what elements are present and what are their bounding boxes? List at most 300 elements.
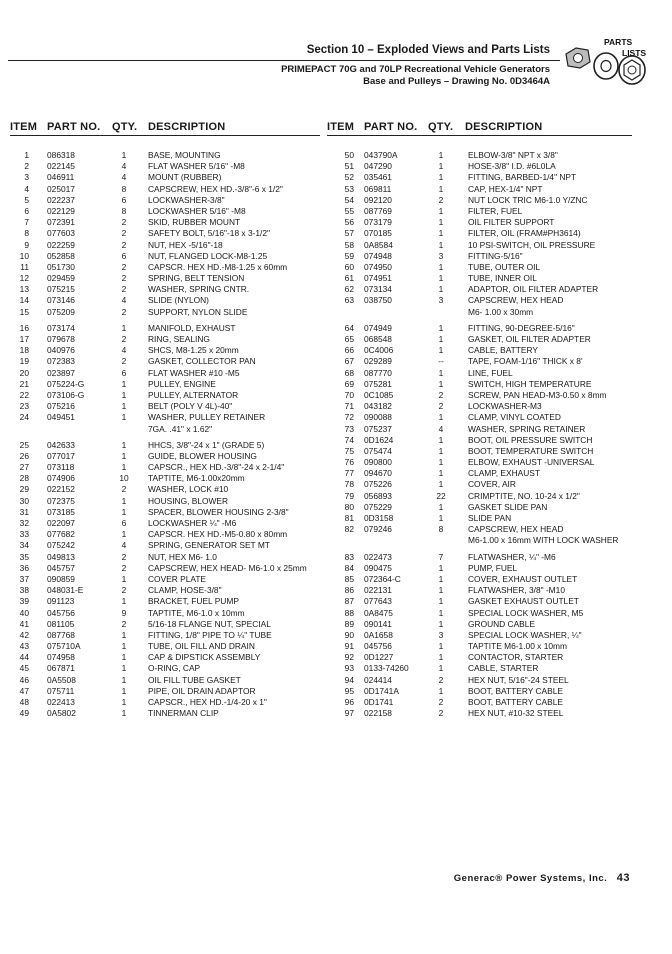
description: HOSE-3/8" I.D. #6L0LA: [468, 161, 556, 172]
part-number: 0D1624: [364, 434, 394, 445]
item-number: 14: [19, 295, 29, 306]
table-row: [0, 502, 672, 513]
description: SWITCH, HIGH TEMPERATURE: [468, 378, 592, 389]
quantity: 1: [121, 708, 127, 719]
description: SCREW, PAN HEAD-M3-0.50 x 8mm: [468, 389, 607, 400]
description: SPECIAL LOCK WASHER, ¼": [468, 629, 582, 640]
description: FILTER, FUEL: [468, 205, 523, 216]
description: CAP, HEX-1/4" NPT: [468, 183, 543, 194]
part-number: 075710A: [47, 641, 81, 652]
description: GASKET EXHAUST OUTLET: [468, 596, 579, 607]
table-row: [0, 368, 672, 379]
part-number: 0D3158: [364, 513, 394, 523]
description: FITTING, 1/8" PIPE TO ¼" TUBE: [148, 629, 272, 640]
left-col-item-heading: ITEM: [10, 121, 38, 133]
part-number: 029459: [47, 273, 75, 284]
left-heading-rule: [10, 135, 320, 136]
item-number: 72: [344, 412, 354, 423]
item-number: 49: [19, 708, 29, 719]
table-row: [0, 608, 672, 619]
table-row: [0, 262, 672, 273]
part-number: 075226: [364, 479, 392, 490]
description: FITTING-5/16": [468, 250, 523, 261]
description: HEX NUT, #10-32 STEEL: [468, 708, 564, 719]
part-number: 0D1227: [364, 652, 394, 663]
model-line: PRIMEPACT 70G and 70LP Recreational Vehicle Generators: [281, 64, 550, 75]
part-number: 0D1741A: [364, 685, 399, 696]
description: BOOT, OIL PRESSURE SWITCH: [468, 434, 593, 445]
part-number: 073106-G: [47, 389, 85, 400]
quantity: 4: [438, 423, 444, 434]
quantity: 2: [121, 284, 127, 295]
table-row: [0, 284, 672, 295]
table-row: [0, 273, 672, 284]
description: BOOT, TEMPERATURE SWITCH: [468, 445, 594, 456]
table-row: [0, 401, 672, 412]
quantity: 8: [438, 524, 444, 535]
quantity: 2: [438, 674, 444, 685]
item-number: 53: [344, 183, 354, 194]
table-row: [0, 686, 672, 697]
description: OIL FILL TUBE GASKET: [148, 674, 241, 685]
part-number: 022131: [364, 585, 392, 596]
item-number: 55: [344, 205, 354, 216]
part-number: 072383: [47, 356, 75, 367]
item-number: 60: [344, 261, 354, 272]
description: CAPSCR., HEX HD.-3/8"-24 x 2-1/4": [148, 462, 285, 473]
quantity: 1: [438, 412, 444, 423]
part-number: 094670: [364, 468, 392, 479]
description: 10 PSI-SWITCH, OIL PRESSURE: [468, 239, 596, 250]
part-number: 022129: [47, 205, 75, 216]
quantity: 3: [438, 295, 444, 306]
quantity: 2: [121, 217, 127, 228]
item-number: 92: [344, 652, 354, 663]
description: CAPSCREW, HEX HD.-3/8"-6 x 1/2": [148, 183, 283, 194]
quantity: 2: [121, 484, 127, 495]
part-number: 0133-74260: [364, 663, 409, 674]
quantity: 1: [438, 607, 444, 618]
item-number: 83: [344, 551, 354, 562]
quantity: 4: [121, 172, 127, 183]
quantity: 1: [438, 445, 444, 456]
description: OIL FILTER SUPPORT: [468, 217, 555, 228]
part-number: 073118: [47, 462, 75, 473]
description: TAPTITE M6-1.00 x 10mm: [468, 641, 567, 652]
description: GASKET SLIDE PAN: [468, 501, 548, 512]
part-number: 075215: [47, 284, 75, 295]
table-row: [0, 251, 672, 262]
description: SHCS, M8-1.25 x 20mm: [148, 345, 239, 356]
table-row: [0, 535, 672, 546]
item-number: 41: [19, 618, 29, 629]
item-number: 71: [344, 401, 354, 412]
item-number: 7: [24, 217, 29, 228]
quantity: --: [438, 356, 444, 367]
item-number: 1: [24, 150, 29, 160]
item-number: 84: [344, 562, 354, 573]
description: WASHER, LOCK #10: [148, 484, 229, 495]
quantity: 1: [121, 685, 127, 696]
part-number: 022152: [47, 484, 75, 495]
part-number: 091123: [47, 596, 75, 607]
part-number: 072364-C: [364, 573, 401, 584]
description: COVER PLATE: [148, 573, 207, 584]
item-number: 86: [344, 585, 354, 596]
quantity: 1: [121, 495, 127, 506]
table-row: [0, 345, 672, 356]
description: CAPSCR. HEX HD.-M8-1.25 x 60mm: [148, 261, 288, 272]
item-number: 82: [344, 524, 354, 535]
quantity: 1: [121, 663, 127, 674]
description: FITTING, 90-DEGREE-5/16": [468, 322, 575, 333]
description: BOOT, BATTERY CABLE: [468, 697, 563, 707]
description: O-RING, CAP: [148, 663, 201, 674]
item-number: 13: [19, 284, 29, 295]
quantity: 22: [436, 490, 446, 501]
description: HOUSING, BLOWER: [148, 495, 229, 506]
description: CAPSCR., HEX HD.-1/4-20 x 1": [148, 697, 267, 707]
item-number: 57: [344, 228, 354, 239]
item-number: 74: [344, 434, 354, 445]
quantity: 2: [121, 551, 127, 562]
item-number: 35: [19, 551, 29, 562]
table-row: [0, 697, 672, 708]
item-number: 6: [24, 205, 29, 216]
part-number: 074948: [364, 250, 392, 261]
item-number: 40: [19, 607, 29, 618]
quantity: 1: [438, 367, 444, 378]
quantity: 1: [121, 573, 127, 584]
description: NUT, HEX -5/16"-18: [148, 239, 223, 250]
page-number: 43: [616, 872, 630, 884]
part-number: 038750: [364, 295, 392, 306]
item-number: 18: [19, 345, 29, 356]
table-row: [0, 435, 672, 446]
quantity: 1: [438, 217, 444, 228]
part-number: 0A8584: [364, 239, 393, 250]
item-number: 50: [344, 150, 354, 160]
quantity: 1: [438, 261, 444, 272]
left-col-description-heading: DESCRIPTION: [148, 121, 226, 133]
description: CAP & DIPSTICK ASSEMBLY: [148, 652, 261, 663]
item-number: 9: [24, 239, 29, 250]
quantity: 6: [121, 194, 127, 205]
description: SPRING, BELT TENSION: [148, 273, 245, 284]
description: PUMP, FUEL: [468, 562, 518, 573]
table-row: [0, 708, 672, 719]
table-row: [0, 675, 672, 686]
part-number: 042633: [47, 439, 75, 450]
description: M6-1.00 x 16mm WITH LOCK WASHER: [468, 535, 619, 546]
description: PIPE, OIL DRAIN ADAPTOR: [148, 685, 256, 696]
table-row: [0, 524, 672, 535]
table-row: [0, 307, 672, 318]
quantity: 1: [438, 345, 444, 356]
right-parts-table: [0, 150, 672, 719]
item-number: 79: [344, 490, 354, 501]
part-number: 048031-E: [47, 585, 84, 596]
description: CAPSCR. HEX HD.-M5-0.80 x 80mm: [148, 529, 288, 540]
quantity: 1: [121, 697, 127, 707]
quantity: 7: [438, 551, 444, 562]
part-number: 025017: [47, 183, 75, 194]
part-number: 023897: [47, 367, 75, 378]
description: LOCKWASHER ¼" -M6: [148, 518, 237, 528]
description: SPECIAL LOCK WASHER, M5: [468, 607, 584, 618]
item-number: 54: [344, 194, 354, 205]
part-number: 079678: [47, 334, 75, 344]
part-number: 045756: [47, 607, 75, 618]
description: TAPTITE, M6-1.00x20mm: [148, 473, 245, 484]
right-col-item-heading: ITEM: [327, 121, 355, 133]
description: SAFETY BOLT, 5/16"-18 x 3-1/2": [148, 228, 271, 239]
item-number: 90: [344, 629, 354, 640]
part-number: 022145: [47, 161, 75, 172]
part-number: 090475: [364, 562, 392, 573]
part-number: 075229: [364, 501, 392, 512]
description: CAPSCREW, HEX HEAD: [468, 524, 564, 535]
item-number: 48: [19, 697, 29, 707]
description: LOCKWASHER-M3: [468, 401, 542, 412]
description: CAPSCREW, HEX HEAD- M6-1.0 x 25mm: [148, 562, 307, 573]
part-number: 073185: [47, 506, 75, 517]
quantity: 6: [121, 367, 127, 378]
part-number: 074950: [364, 261, 392, 272]
logo-text-parts: PARTS: [604, 37, 633, 47]
part-number: 075224-G: [47, 378, 85, 389]
description: CAPSCREW, HEX HEAD: [468, 295, 564, 306]
part-number: 090141: [364, 618, 392, 629]
description: CONTACTOR, STARTER: [468, 652, 564, 663]
item-number: 80: [344, 501, 354, 512]
item-number: 43: [19, 641, 29, 652]
item-number: 23: [19, 401, 29, 412]
description: TINNERMAN CLIP: [148, 708, 219, 719]
part-number: 075209: [47, 306, 75, 317]
item-number: 22: [19, 389, 29, 400]
quantity: 1: [438, 434, 444, 445]
table-row: [0, 240, 672, 251]
quantity: 2: [121, 334, 127, 344]
part-number: 022237: [47, 194, 75, 205]
item-number: 26: [19, 450, 29, 461]
quantity: 1: [438, 479, 444, 490]
part-number: 074958: [47, 652, 75, 663]
left-col-qty-heading: QTY.: [112, 121, 138, 133]
description: TUBE, INNER OIL: [468, 273, 537, 284]
item-number: 20: [19, 367, 29, 378]
item-number: 10: [19, 250, 29, 261]
table-row: [0, 217, 672, 228]
quantity: 2: [438, 194, 444, 205]
part-number: 0C1085: [364, 389, 394, 400]
quantity: 1: [438, 652, 444, 663]
part-number: 051730: [47, 261, 75, 272]
description: FLAT WASHER #10 -M5: [148, 367, 240, 378]
description: PULLEY, ENGINE: [148, 378, 216, 389]
table-row: [0, 585, 672, 596]
description: M6- 1.00 x 30mm: [468, 306, 534, 317]
description: BELT (POLY V 4L)-40": [148, 401, 233, 412]
part-number: 035461: [364, 172, 392, 183]
item-number: 61: [344, 273, 354, 284]
description: 5/16-18 FLANGE NUT, SPECIAL: [148, 618, 271, 629]
description: RING, SEALING: [148, 334, 210, 344]
description: SPACER, BLOWER HOUSING 2-3/8": [148, 506, 289, 517]
description: FITTING, BARBED-1/4" NPT: [468, 172, 577, 183]
quantity: 2: [438, 389, 444, 400]
part-number: 043182: [364, 401, 392, 412]
description: CLAMP, HOSE-3/8": [148, 585, 222, 596]
part-number: 075216: [47, 401, 75, 412]
item-number: 21: [19, 378, 29, 389]
part-number: 079246: [364, 524, 392, 535]
table-row: [0, 468, 672, 479]
part-number: 075711: [47, 685, 75, 696]
quantity: 1: [438, 618, 444, 629]
quantity: 2: [121, 562, 127, 573]
item-number: 30: [19, 495, 29, 506]
description: WASHER, SPRING RETAINER: [468, 423, 586, 434]
part-number: 073174: [47, 322, 75, 333]
parts-lists-logo: [560, 36, 660, 92]
part-number: 0A5802: [47, 708, 76, 719]
part-number: 073134: [364, 284, 392, 295]
item-number: 77: [344, 468, 354, 479]
quantity: 9: [121, 607, 127, 618]
quantity: 1: [438, 457, 444, 468]
part-number: 074906: [47, 473, 75, 484]
quantity: 2: [121, 585, 127, 596]
logo-text-lists: LISTS: [622, 48, 647, 58]
item-number: 16: [19, 322, 29, 333]
left-col-partno-heading: PART NO.: [47, 121, 101, 133]
part-number: 075237: [364, 423, 392, 434]
part-number: 090859: [47, 573, 75, 584]
description: TAPTITE, M6-1.0 x 10mm: [148, 607, 245, 618]
item-number: 15: [19, 306, 29, 317]
item-number: 78: [344, 479, 354, 490]
description: ELBOW, EXHAUST -UNIVERSAL: [468, 457, 595, 468]
item-number: 94: [344, 674, 354, 685]
description: FLATWASHER, ¼" -M6: [468, 551, 556, 562]
quantity: 1: [121, 401, 127, 412]
drawing-line: Base and Pulleys – Drawing No. 0D3464A: [363, 76, 550, 87]
table-row: [0, 563, 672, 574]
item-number: 46: [19, 674, 29, 685]
quantity: 2: [121, 306, 127, 317]
page-footer: [454, 872, 630, 884]
item-number: 32: [19, 518, 29, 528]
description: 7GA. .41" x 1.62": [148, 423, 213, 434]
table-row: [0, 552, 672, 563]
quantity: 1: [438, 378, 444, 389]
item-number: 27: [19, 462, 29, 473]
item-number: 11: [20, 261, 29, 272]
part-number: 075474: [364, 445, 392, 456]
quantity: 1: [438, 172, 444, 183]
quantity: 6: [121, 250, 127, 261]
header-rule: [8, 60, 560, 61]
part-number: 087768: [47, 629, 75, 640]
item-number: 44: [19, 652, 29, 663]
table-row: [0, 619, 672, 630]
description: GUIDE, BLOWER HOUSING: [148, 450, 257, 461]
table-row: [0, 596, 672, 607]
item-number: 73: [344, 423, 354, 434]
description: TUBE, OIL FILL AND DRAIN: [148, 641, 255, 652]
description: MOUNT (RUBBER): [148, 172, 222, 183]
part-number: 040976: [47, 345, 75, 356]
item-number: 64: [344, 322, 354, 333]
description: HEX NUT, 5/16"-24 STEEL: [468, 674, 569, 685]
part-number: 070185: [364, 228, 392, 239]
item-number: 97: [344, 708, 354, 719]
item-number: 45: [19, 663, 29, 674]
quantity: 1: [438, 573, 444, 584]
description: MANIFOLD, EXHAUST: [148, 322, 236, 333]
part-number: 072391: [47, 217, 75, 228]
description: HHCS, 3/8"-24 x 1" (GRADE 5): [148, 439, 265, 450]
item-number: 3: [24, 172, 29, 183]
company-name: Generac® Power Systems, Inc.: [453, 873, 608, 884]
part-number: 022158: [364, 708, 392, 719]
part-number: 087769: [364, 205, 392, 216]
part-number: 024414: [364, 674, 392, 685]
item-number: 38: [19, 585, 29, 596]
description: LOCKWASHER 5/16" -M8: [148, 205, 246, 216]
quantity: 1: [121, 439, 127, 450]
table-row: [0, 172, 672, 183]
part-number: 022473: [364, 551, 392, 562]
part-number: 074949: [364, 322, 392, 333]
item-number: 59: [344, 250, 354, 261]
description: CLAMP, EXHAUST: [468, 468, 540, 479]
table-row: [0, 195, 672, 206]
part-number: 0A1658: [364, 629, 393, 640]
quantity: 2: [121, 239, 127, 250]
table-row: [0, 161, 672, 172]
part-number: 077643: [364, 596, 392, 607]
quantity: 1: [121, 596, 127, 607]
table-row: [0, 334, 672, 345]
table-row: [0, 356, 672, 367]
quantity: 1: [438, 150, 444, 160]
description: BOOT, BATTERY CABLE: [468, 685, 563, 696]
quantity: 2: [121, 356, 127, 367]
part-number: 074951: [364, 273, 392, 284]
description: SLIDE PAN: [468, 513, 512, 523]
item-number: 17: [19, 334, 29, 344]
table-row: [0, 457, 672, 468]
quantity: 1: [121, 641, 127, 652]
item-number: 70: [344, 389, 354, 400]
description: GASKET, OIL FILTER ADAPTER: [468, 334, 591, 344]
right-col-description-heading: DESCRIPTION: [465, 121, 543, 133]
part-number: 056893: [364, 490, 392, 501]
item-number: 85: [344, 573, 354, 584]
description: FLATWASHER, 3/8" -M10: [468, 585, 565, 596]
item-number: 58: [344, 239, 354, 250]
part-number: 043790A: [364, 150, 398, 160]
description: CRIMPTITE, NO. 10-24 x 1/2": [468, 490, 580, 501]
part-number: 087770: [364, 367, 392, 378]
table-row: [0, 379, 672, 390]
part-number: 067871: [47, 663, 75, 674]
description: SLIDE (NYLON): [148, 295, 209, 306]
part-number: 0D1741: [364, 697, 394, 707]
